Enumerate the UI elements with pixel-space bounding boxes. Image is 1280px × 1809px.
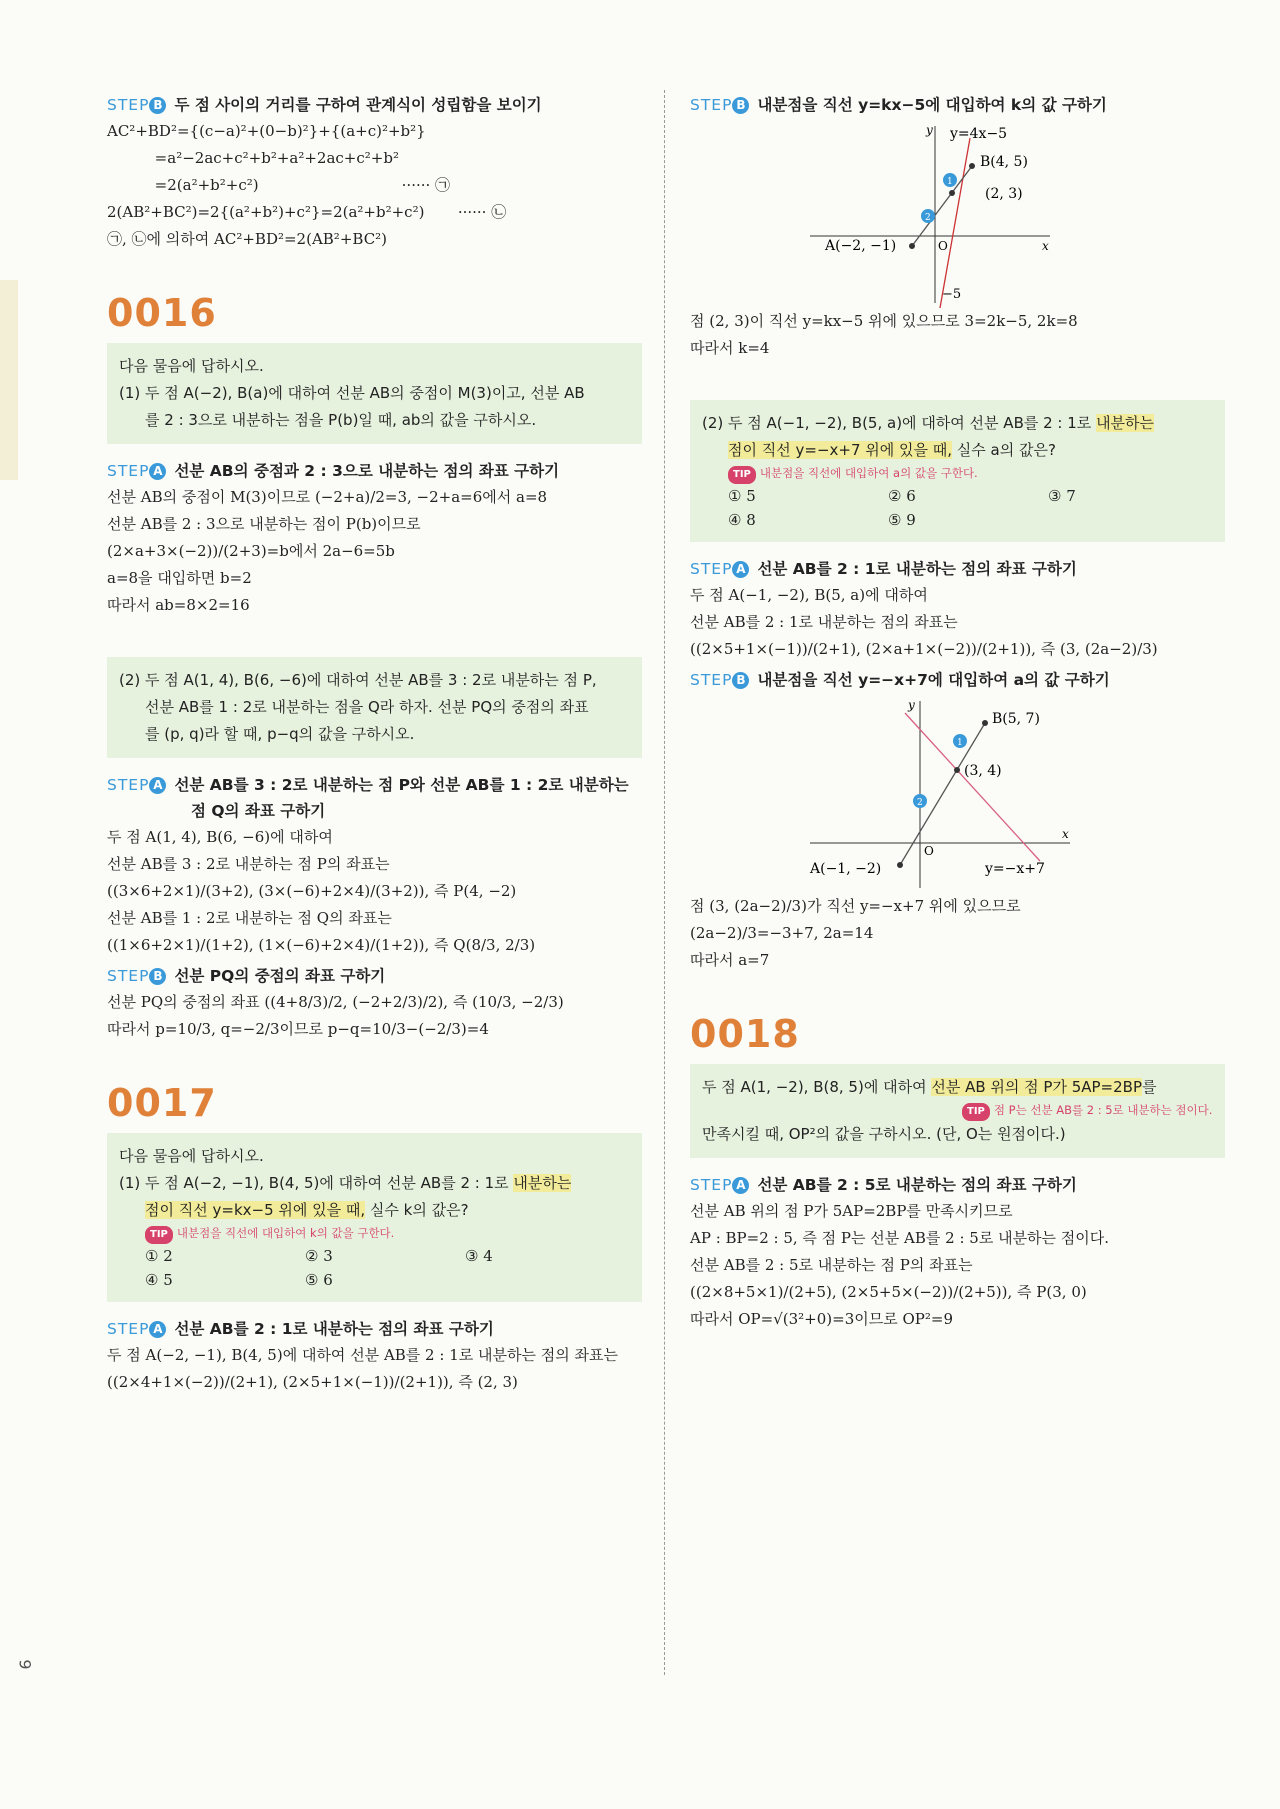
solution-line: 선분 PQ의 중점의 좌표 ((4+8/3)/2, (−2+2/3)/2), 즉 (10/3, −2/3) xyxy=(107,993,564,1011)
solution-line: 따라서 a=7 xyxy=(690,951,770,969)
step-label: STEP xyxy=(107,462,150,480)
mark-1: 1 xyxy=(947,177,953,187)
graph-line-y-neg-x-plus-7 xyxy=(800,693,1080,893)
step-label: STEP xyxy=(107,967,150,985)
intercept-label: −5 xyxy=(942,287,962,302)
tip-note xyxy=(702,464,1213,484)
solution-line: 따라서 OP=√(3²+0)=3이므로 OP²=9 xyxy=(690,1310,953,1328)
step-badge: A xyxy=(732,1177,749,1194)
solution-line: 2(AB²+BC²)=2{(a²+b²)+c²}=2(a²+b²+c²) ······ ㉡ xyxy=(107,203,507,221)
step-heading xyxy=(690,92,1225,118)
step-title: 선분 AB를 3 : 2로 내분하는 점 P와 선분 AB를 1 : 2로 내분하는 xyxy=(174,776,629,794)
question-line: 를 2 : 3으로 내분하는 점을 P(b)일 때, ab의 값을 구하시오. xyxy=(145,411,537,429)
step-badge: A xyxy=(149,777,166,794)
solution-line: 점 (2, 3)이 직선 y=kx−5 위에 있으므로 3=2k−5, 2k=8 xyxy=(690,312,1078,330)
step-title: 선분 PQ의 중점의 좌표 구하기 xyxy=(174,967,386,985)
line-red xyxy=(940,138,970,308)
question-box xyxy=(107,657,642,758)
question-line xyxy=(702,1074,1213,1101)
step-title: 선분 AB를 2 : 1로 내분하는 점의 좌표 구하기 xyxy=(757,560,1077,578)
question-line xyxy=(702,410,1213,437)
tip-badge: TIP xyxy=(145,1226,173,1244)
step-heading xyxy=(107,772,642,798)
question-text: (1) 두 점 A(−2, −1), B(4, 5)에 대하여 선분 AB를 2 : 1로 xyxy=(119,1174,514,1192)
mark-2: 2 xyxy=(925,213,931,223)
solution-line: 선분 AB를 1 : 2로 내분하는 점 Q의 좌표는 xyxy=(107,909,392,927)
highlight-text: 선분 AB 위의 점 P가 5AP=2BP xyxy=(931,1078,1143,1096)
step-title: 내분점을 직선 y=−x+7에 대입하여 a의 값 구하기 xyxy=(757,671,1110,689)
step-badge: B xyxy=(732,97,749,114)
step-title: 선분 AB를 2 : 1로 내분하는 점의 좌표 구하기 xyxy=(174,1320,494,1338)
solution-line: 따라서 ab=8×2=16 xyxy=(107,596,250,614)
question-box xyxy=(690,1064,1225,1158)
point-division xyxy=(954,767,960,773)
point-a-label: A(−2, −1) xyxy=(825,238,897,254)
point-a-label: A(−1, −2) xyxy=(810,861,882,877)
question-box xyxy=(690,400,1225,542)
solution-line: ((1×6+2×1)/(1+2), (1×(−6)+2×4)/(1+2)), 즉 Q(8/3, 2/3) xyxy=(107,936,536,954)
solution-line: (2a−2)/3=−3+7, 2a=14 xyxy=(690,924,874,942)
solution-line: ((2×4+1×(−2))/(2+1), (2×5+1×(−1))/(2+1)), 즉 (2, 3) xyxy=(107,1373,518,1391)
step-label: STEP xyxy=(107,96,150,114)
mark-2: 2 xyxy=(917,798,923,808)
question-line xyxy=(119,1170,630,1197)
step-label: STEP xyxy=(690,671,733,689)
tip-note xyxy=(702,1101,1213,1121)
tip-text: 점 P는 선분 AB를 2 : 5로 내분하는 점이다. xyxy=(993,1103,1213,1117)
graph-line-y-4x-minus-5 xyxy=(800,118,1060,308)
question-line: 선분 AB를 1 : 2로 내분하는 점을 Q라 하자. 선분 PQ의 중점의 좌표 xyxy=(145,698,589,716)
step-label: STEP xyxy=(107,776,150,794)
x-axis-label: x xyxy=(1062,827,1069,841)
step-title: 선분 AB를 2 : 5로 내분하는 점의 좌표 구하기 xyxy=(757,1176,1077,1194)
point-division-label: (3, 4) xyxy=(964,763,1002,779)
solution-line: 선분 AB의 중점이 M(3)이므로 (−2+a)/2=3, −2+a=6에서 a=8 xyxy=(107,488,548,506)
line-label: y=−x+7 xyxy=(985,861,1045,877)
step-title: 선분 AB의 중점과 2 : 3으로 내분하는 점의 좌표 구하기 xyxy=(174,462,560,480)
solution-line: (2×a+3×(−2))/(2+3)=b에서 2a−6=5b xyxy=(107,542,395,560)
choice-item: ⑤ 6 xyxy=(305,1271,333,1289)
solution-line: a=8을 대입하면 b=2 xyxy=(107,569,252,587)
segment-ab xyxy=(900,723,985,865)
step-label: STEP xyxy=(690,560,733,578)
point-b-label: B(5, 7) xyxy=(992,711,1040,727)
page-edge-tab xyxy=(0,280,18,480)
solution-line: 선분 AB를 2 : 1로 내분하는 점의 좌표는 xyxy=(690,613,958,631)
origin-label: O xyxy=(938,239,948,253)
solution-line: 따라서 p=10/3, q=−2/3이므로 p−q=10/3−(−2/3)=4 xyxy=(107,1020,489,1038)
solution-line: 두 점 A(−1, −2), B(5, a)에 대하여 xyxy=(690,586,928,604)
solution-line: 두 점 A(−2, −1), B(4, 5)에 대하여 선분 AB를 2 : 1로 내분하는 점의 좌표는 xyxy=(107,1346,618,1364)
choice-item: ② 6 xyxy=(888,487,916,505)
solution-line: 선분 AB 위의 점 P가 5AP=2BP를 만족시키므로 xyxy=(690,1202,1013,1220)
step-heading xyxy=(107,458,642,484)
question-line xyxy=(119,1197,630,1224)
step-title-continued: 점 Q의 좌표 구하기 xyxy=(191,802,326,820)
question-text: 실수 k의 값은? xyxy=(365,1201,469,1219)
step-heading xyxy=(107,1316,642,1342)
solution-line: 두 점 A(1, 4), B(6, −6)에 대하여 xyxy=(107,828,333,846)
page-number: 9 xyxy=(15,1659,35,1670)
step-label: STEP xyxy=(107,1320,150,1338)
segment-ab xyxy=(912,166,972,246)
point-division xyxy=(949,190,955,196)
step-heading xyxy=(107,92,642,118)
solution-line: ((3×6+2×1)/(3+2), (3×(−6)+2×4)/(3+2)), 즉 P(4, −2) xyxy=(107,882,517,900)
question-box xyxy=(107,1133,642,1302)
question-line: (1) 두 점 A(−2), B(a)에 대하여 선분 AB의 중점이 M(3)이고, 선분 AB xyxy=(119,384,585,402)
problem-number: 0016 xyxy=(107,291,217,335)
step-heading xyxy=(690,1172,1225,1198)
highlight-text: 내분하는 xyxy=(513,1174,572,1192)
solution-line: AC²+BD²={(c−a)²+(0−b)²}+{(a+c)²+b²} xyxy=(107,122,426,140)
choice-item: ③ 7 xyxy=(1048,487,1076,505)
step-label: STEP xyxy=(690,96,733,114)
choice-item: ④ 5 xyxy=(145,1271,173,1289)
solution-line: 점 (3, (2a−2)/3)가 직선 y=−x+7 위에 있으므로 xyxy=(690,897,1021,915)
mark-1: 1 xyxy=(957,738,963,748)
choice-item: ④ 8 xyxy=(728,511,756,529)
step-badge: B xyxy=(149,97,166,114)
solution-line: =a²−2ac+c²+b²+a²+2ac+c²+b² xyxy=(107,149,399,167)
origin-label: O xyxy=(924,844,934,858)
solution-line: 선분 AB를 3 : 2로 내분하는 점 P의 좌표는 xyxy=(107,855,390,873)
highlight-text: 점이 직선 y=−x+7 위에 있을 때, xyxy=(728,441,953,459)
choice-list xyxy=(702,484,1213,532)
step-badge: B xyxy=(732,672,749,689)
question-text: 를 xyxy=(1142,1078,1157,1096)
y-axis-label: y xyxy=(926,123,933,137)
step-badge: A xyxy=(149,1321,166,1338)
step-badge: A xyxy=(732,561,749,578)
solution-line: 선분 AB를 2 : 5로 내분하는 점 P의 좌표는 xyxy=(690,1256,973,1274)
choice-item: ① 2 xyxy=(145,1247,173,1265)
step-badge: A xyxy=(149,463,166,480)
question-line: 다음 물음에 답하시오. xyxy=(119,1147,264,1165)
problem-number: 0018 xyxy=(690,1012,800,1056)
solution-line: =2(a²+b²+c²) ······ ㉠ xyxy=(107,176,451,194)
step-title: 내분점을 직선 y=kx−5에 대입하여 k의 값 구하기 xyxy=(757,96,1107,114)
point-b xyxy=(982,720,988,726)
question-line: 를 (p, q)라 할 때, p−q의 값을 구하시오. xyxy=(145,725,415,743)
question-text: 실수 a의 값은? xyxy=(952,441,1056,459)
tip-badge: TIP xyxy=(962,1103,990,1121)
choice-list xyxy=(119,1244,630,1292)
question-box xyxy=(107,343,642,444)
choice-item: ③ 4 xyxy=(465,1247,493,1265)
question-line: (2) 두 점 A(1, 4), B(6, −6)에 대하여 선분 AB를 3 : 2로 내분하는 점 P, xyxy=(119,671,597,689)
tip-text: 내분점을 직선에 대입하여 a의 값을 구한다. xyxy=(759,466,978,480)
question-line: 다음 물음에 답하시오. xyxy=(119,357,264,375)
step-title: 두 점 사이의 거리를 구하여 관계식이 성립함을 보이기 xyxy=(174,96,542,114)
step-badge: B xyxy=(149,968,166,985)
solution-line: ㉠, ㉡에 의하여 AC²+BD²=2(AB²+BC²) xyxy=(107,230,388,248)
solution-line: 선분 AB를 2 : 3으로 내분하는 점이 P(b)이므로 xyxy=(107,515,421,533)
point-division-label: (2, 3) xyxy=(985,186,1023,202)
line-label: y=4x−5 xyxy=(950,126,1008,142)
point-b xyxy=(969,163,975,169)
solution-line: AP : BP=2 : 5, 즉 점 P는 선분 AB를 2 : 5로 내분하는 점이다. xyxy=(690,1229,1110,1247)
solution-line: ((2×8+5×1)/(2+5), (2×5+5×(−2))/(2+5)), 즉 P(3, 0) xyxy=(690,1283,1087,1301)
y-axis-label: y xyxy=(908,698,915,712)
step-label: STEP xyxy=(690,1176,733,1194)
choice-item: ① 5 xyxy=(728,487,756,505)
tip-badge: TIP xyxy=(728,466,756,484)
problem-number: 0017 xyxy=(107,1081,217,1125)
point-a xyxy=(897,862,903,868)
question-line xyxy=(702,437,1213,464)
question-text: 두 점 A(1, −2), B(8, 5)에 대하여 xyxy=(702,1078,932,1096)
highlight-text: 내분하는 xyxy=(1096,414,1155,432)
step-heading xyxy=(690,667,1225,693)
choice-item: ⑤ 9 xyxy=(888,511,916,529)
choice-item: ② 3 xyxy=(305,1247,333,1265)
right-column xyxy=(690,88,1225,1333)
point-b-label: B(4, 5) xyxy=(980,154,1028,170)
solution-line: 따라서 k=4 xyxy=(690,339,770,357)
solution-line: ((2×5+1×(−1))/(2+1), (2×a+1×(−2))/(2+1)), 즉 (3, (2a−2)/3) xyxy=(690,640,1158,658)
line-red xyxy=(905,713,1040,861)
highlight-text: 점이 직선 y=kx−5 위에 있을 때, xyxy=(145,1201,366,1219)
x-axis-label: x xyxy=(1042,239,1049,253)
tip-text: 내분점을 직선에 대입하여 k의 값을 구한다. xyxy=(176,1226,395,1240)
step-heading xyxy=(690,556,1225,582)
question-text: (2) 두 점 A(−1, −2), B(5, a)에 대하여 선분 AB를 2 : 1로 xyxy=(702,414,1097,432)
column-divider xyxy=(664,90,665,1675)
tip-note xyxy=(119,1224,630,1244)
point-a xyxy=(909,243,915,249)
left-column xyxy=(107,88,642,1396)
step-heading xyxy=(107,963,642,989)
question-line: 만족시킬 때, OP²의 값을 구하시오. (단, O는 원점이다.) xyxy=(702,1125,1066,1143)
